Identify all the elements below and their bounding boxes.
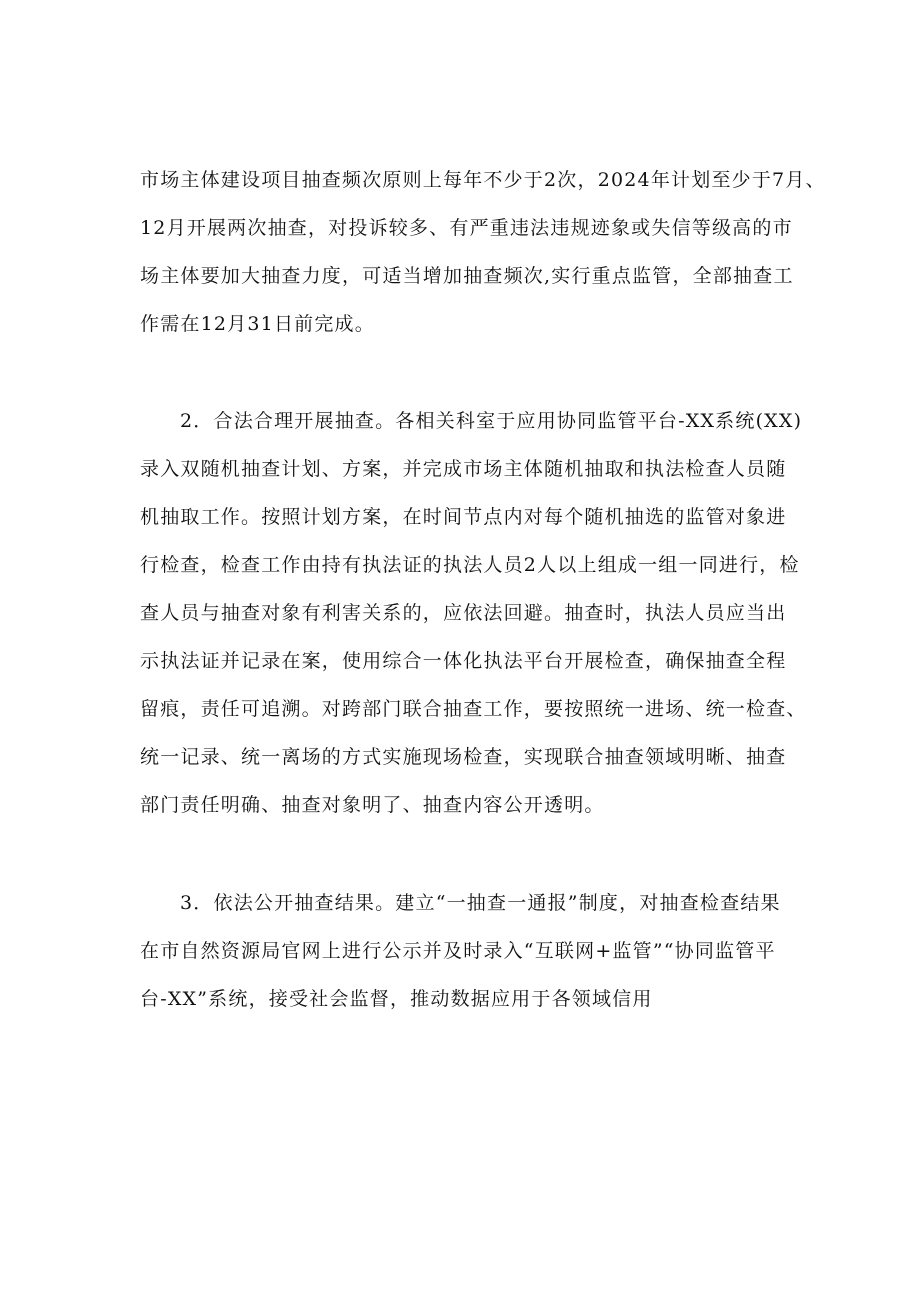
paragraph-3-line-2: 在市自然资源局官网上进行公示并及时录入“互联网+监管”“协同监管平 bbox=[140, 940, 776, 962]
paragraph-2-line-7: 留痕，责任可追溯。对跨部门联合抽查工作，要按照统一进场、统一检查、 bbox=[140, 698, 807, 720]
paragraph-2-line-6: 示执法证并记录在案，使用综合一体化执法平台开展检查，确保抽查全程 bbox=[140, 650, 787, 672]
paragraph-2-line-8: 统一记录、统一离场的方式实施现场检查，实现联合抽查领域明晰、抽查 bbox=[140, 746, 787, 768]
paragraph-2-line-3: 机抽取工作。按照计划方案，在时间节点内对每个随机抽选的监管对象进 bbox=[140, 506, 787, 528]
paragraph-1-line-3: 场主体要加大抽查力度，可适当增加抽查频次,实行重点监管，全部抽查工 bbox=[140, 265, 794, 287]
paragraph-1-line-1: 市场主体建设项目抽查频次原则上每年不少于2次，2024年计划至少于7月、 bbox=[140, 169, 826, 191]
paragraph-1-line-4: 作需在12月31日前完成。 bbox=[140, 313, 375, 335]
paragraph-2-line-1: 2．合法合理开展抽查。各相关科室于应用协同监管平台-XX系统(XX) bbox=[180, 410, 803, 432]
paragraph-2-line-4: 行检查，检查工作由持有执法证的执法人员2人以上组成一组一同进行，检 bbox=[140, 554, 800, 576]
paragraph-1-line-2: 12月开展两次抽查，对投诉较多、有严重违法违规迹象或失信等级高的市 bbox=[140, 217, 793, 239]
paragraph-3-line-1: 3．依法公开抽查结果。建立“一抽查一通报”制度，对抽查检查结果 bbox=[180, 892, 781, 914]
paragraph-2-line-9: 部门责任明确、抽查对象明了、抽查内容公开透明。 bbox=[140, 794, 605, 816]
paragraph-2-line-5: 查人员与抽查对象有利害关系的，应依法回避。抽查时，执法人员应当出 bbox=[140, 602, 787, 624]
paragraph-2-line-2: 录入双随机抽查计划、方案，并完成市场主体随机抽取和执法检查人员随 bbox=[140, 458, 787, 480]
paragraph-3-line-3: 台-XX”系统，接受社会监督，推动数据应用于各领域信用 bbox=[140, 988, 653, 1010]
